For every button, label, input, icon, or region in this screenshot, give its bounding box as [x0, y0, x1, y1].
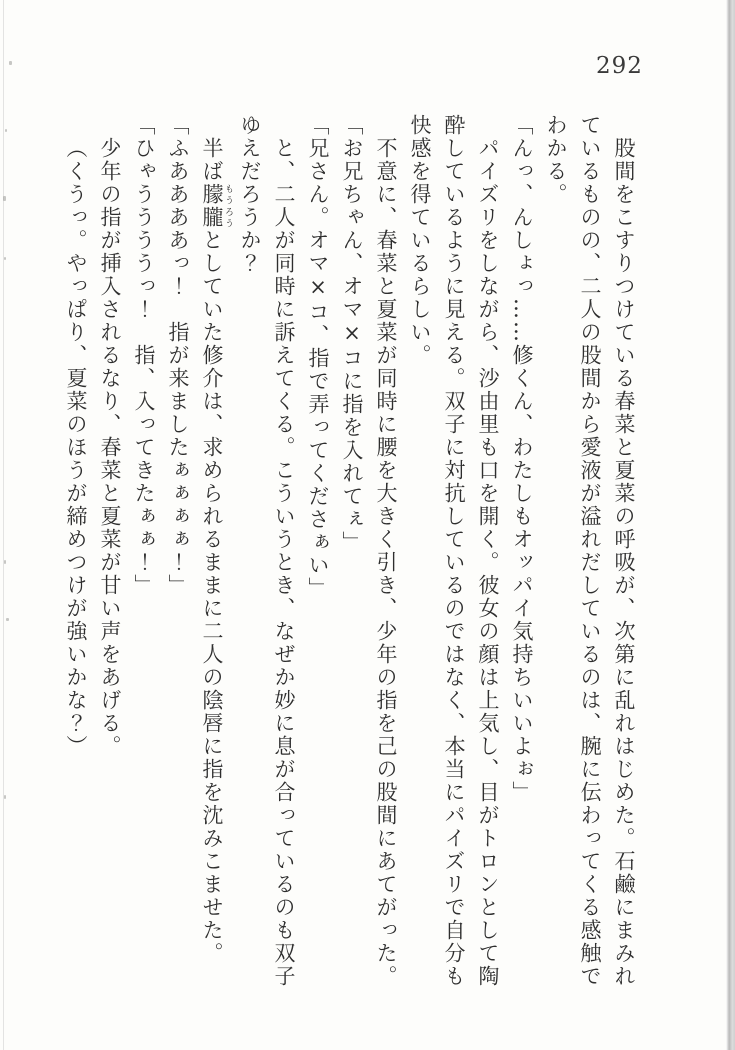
- scan-speck: [4, 560, 6, 564]
- text-segment: 半ば: [200, 137, 224, 183]
- text-column: パイズリをしながら、沙由里も口を開く。彼女の顔は上気し、目がトロンとして陶: [476, 137, 500, 988]
- text-column: 「ふああああっ！ 指が来ましたぁぁぁぁ！」: [166, 114, 190, 597]
- text-column: 少年の指が挿入されるなり、春菜と夏菜が甘い声をあげる。: [98, 137, 122, 758]
- page-number: 292: [596, 53, 643, 79]
- text-column: 不意に、春菜と夏菜が同時に腰を大きく引き、少年の指を己の股間にあてがった。: [374, 137, 398, 988]
- text-segment: としていた修介は、求められるままに二人の陰唇に指を沈みこませた。: [200, 229, 224, 965]
- page-edge-shadow: [726, 0, 735, 1050]
- scan-edge-line: [3, 0, 4, 1050]
- text-column: 「ひゃううううっ！ 指、入ってきたぁぁ！」: [132, 114, 156, 597]
- scan-speck: [4, 257, 6, 260]
- text-column: 股間をこすりつけている春菜と夏菜の呼吸が、次第に乱れはじめた。石鹼にまみれ: [612, 137, 636, 988]
- scan-speck: [4, 795, 6, 799]
- ruby-annotation: [200, 183, 233, 229]
- text-column: 快感を得ているらしい。: [408, 114, 432, 367]
- text-column: ゆえだろうか？: [238, 114, 262, 275]
- ruby-base: 朦朧: [200, 183, 224, 229]
- ruby-text: もうろう: [223, 183, 233, 229]
- text-column: ているものの、二人の股間から愛液が溢れだしているのは、腕に伝わってくる感触で: [578, 114, 602, 988]
- text-column: 酔しているように見える。双子に対抗しているのではなく、本当にパイズリで自分も: [442, 114, 466, 988]
- text-column: 「お兄ちゃん、オマ×コに指を入れてぇ」: [340, 114, 364, 554]
- scan-speck: [6, 618, 9, 621]
- scan-speck: [9, 61, 12, 65]
- scan-speck: [3, 196, 6, 201]
- scan-speck: [5, 129, 7, 132]
- text-block: [63, 114, 641, 1016]
- text-column: 「んっ、んしょっ……修くん、わたしもオッパイ気持ちいいよぉ」: [510, 114, 534, 804]
- text-column: （くうっ。やっぱり、夏菜のほうが締めつけが強いかな？）: [64, 137, 88, 758]
- text-column: わかる。: [544, 114, 568, 206]
- text-column-with-ruby: [195, 114, 233, 1016]
- text-column: と、二人が同時に訴えてくる。こういうとき、なぜか妙に息が合っているのも双子: [272, 137, 296, 988]
- text-column: 「兄さん。オマ×コ、指で弄ってくださぁい」: [306, 114, 330, 600]
